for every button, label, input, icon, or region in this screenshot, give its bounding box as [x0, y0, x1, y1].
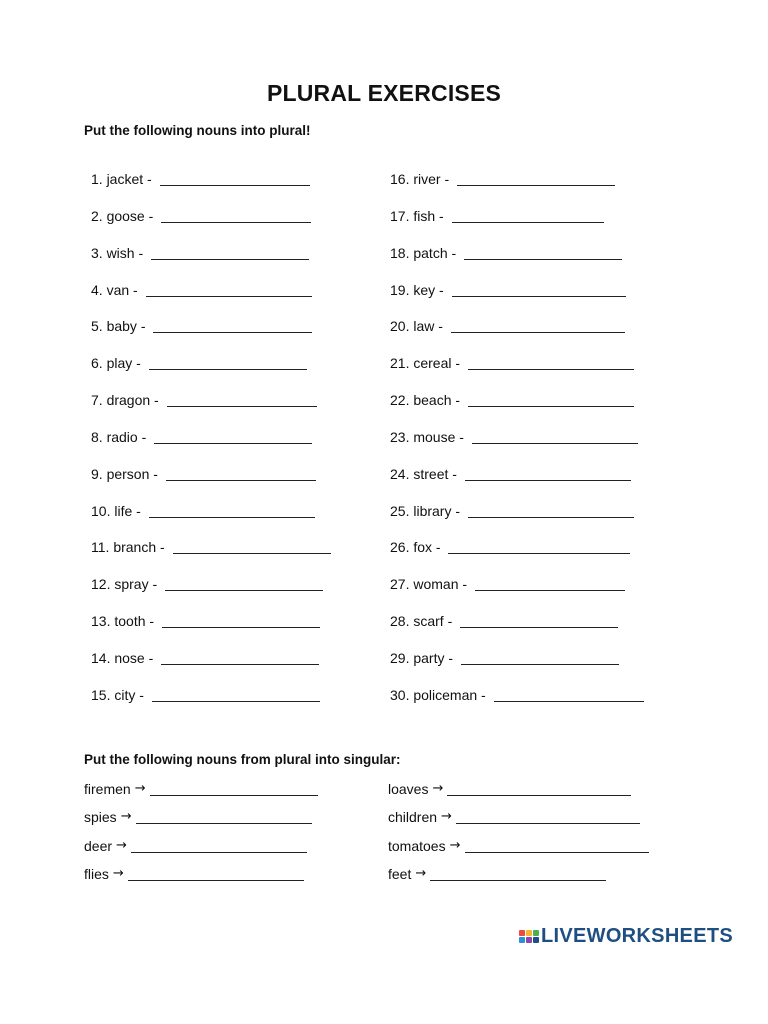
- arrow-right-icon: →: [432, 781, 444, 796]
- exercise-item: [390, 208, 644, 245]
- exercise-item: [91, 355, 331, 392]
- item-label: 3. wish -: [91, 244, 148, 261]
- item-label: 26. fox -: [390, 539, 445, 556]
- exercise-item: [91, 392, 331, 429]
- exercise-item: [390, 539, 644, 576]
- answer-blank[interactable]: [160, 171, 310, 186]
- arrow-right-icon: →: [134, 781, 146, 796]
- exercise-item: [91, 245, 331, 282]
- exercise-item: [390, 429, 644, 466]
- answer-blank[interactable]: [131, 838, 307, 853]
- exercise-item: [390, 171, 644, 208]
- exercise-item: [91, 466, 331, 503]
- item-label: 2. goose -: [91, 207, 158, 224]
- answer-blank[interactable]: [161, 208, 311, 223]
- plural-word: feet: [388, 865, 412, 882]
- plural-word: tomatoes: [388, 837, 446, 854]
- item-label: 16. river -: [390, 171, 454, 187]
- liveworksheets-logo: [519, 925, 733, 948]
- answer-blank[interactable]: [468, 355, 634, 370]
- answer-blank[interactable]: [167, 392, 317, 407]
- answer-blank[interactable]: [173, 539, 331, 554]
- item-label: 19. key -: [390, 281, 448, 298]
- arrow-right-icon: →: [120, 809, 132, 825]
- plural-word: children: [388, 809, 438, 826]
- exercise-item: [390, 650, 644, 687]
- answer-blank[interactable]: [451, 318, 625, 333]
- singular-item: [388, 838, 649, 866]
- answer-blank[interactable]: [452, 208, 604, 223]
- exercise-item: [390, 355, 644, 392]
- exercise-item: [91, 687, 331, 724]
- exercise-item: [390, 466, 644, 503]
- exercise-item: [390, 687, 644, 724]
- exercise-item: [91, 576, 331, 613]
- singular-item: [84, 866, 318, 894]
- item-label: 18. patch -: [390, 244, 461, 261]
- plural-word: firemen: [84, 781, 131, 797]
- item-label: 30. policeman -: [390, 686, 490, 703]
- plural-word: flies: [84, 865, 109, 882]
- item-label: 17. fish -: [390, 207, 448, 224]
- exercise-item: [91, 171, 331, 208]
- item-label: 6. play -: [91, 355, 145, 372]
- item-label: 9. person -: [91, 465, 162, 482]
- exercise-item: [390, 245, 644, 282]
- answer-blank[interactable]: [128, 866, 304, 881]
- exercise1-left-column: [91, 171, 331, 724]
- item-label: 5. baby -: [91, 318, 150, 335]
- item-label: 1. jacket -: [91, 171, 156, 187]
- answer-blank[interactable]: [154, 429, 312, 444]
- item-label: 24. street -: [390, 465, 461, 482]
- answer-blank[interactable]: [461, 650, 619, 665]
- item-label: 12. spray -: [91, 576, 162, 593]
- answer-blank[interactable]: [153, 318, 312, 333]
- exercise-item: [390, 613, 644, 650]
- item-label: 10. life -: [91, 502, 145, 519]
- item-label: 22. beach -: [390, 392, 464, 409]
- answer-blank[interactable]: [166, 466, 316, 481]
- singular-item: [84, 838, 318, 866]
- answer-blank[interactable]: [464, 245, 622, 260]
- exercise1-instruction: Put the following nouns into plural!: [84, 123, 311, 138]
- answer-blank[interactable]: [151, 245, 309, 260]
- logo-block: [533, 937, 539, 943]
- item-label: 13. tooth -: [91, 613, 158, 630]
- singular-item: [388, 781, 649, 809]
- answer-blank[interactable]: [452, 282, 626, 297]
- exercise-item: [91, 318, 331, 355]
- singular-item: [388, 809, 649, 837]
- arrow-right-icon: →: [449, 837, 461, 853]
- item-label: 21. cereal -: [390, 355, 464, 372]
- logo-block: [533, 930, 539, 936]
- answer-blank[interactable]: [468, 503, 634, 518]
- exercise-item: [390, 576, 644, 613]
- logo-block: [519, 930, 525, 936]
- answer-blank[interactable]: [447, 781, 631, 796]
- exercise-item: [390, 282, 644, 319]
- item-label: 28. scarf -: [390, 613, 457, 630]
- exercise-item: [390, 392, 644, 429]
- exercise-item: [91, 539, 331, 576]
- exercise1-right-column: [390, 171, 644, 724]
- logo-text: LIVEWORKSHEETS: [541, 925, 733, 947]
- exercise-item: [91, 613, 331, 650]
- exercise2-instruction: Put the following nouns from plural into singular:: [84, 752, 401, 767]
- item-label: 4. van -: [91, 281, 142, 298]
- item-label: 14. nose -: [91, 649, 158, 666]
- answer-blank[interactable]: [472, 429, 638, 444]
- plural-word: deer: [84, 837, 113, 854]
- exercise-item: [390, 503, 644, 540]
- answer-blank[interactable]: [150, 781, 318, 796]
- answer-blank[interactable]: [465, 466, 631, 481]
- exercise-item: [91, 429, 331, 466]
- item-label: 29. party -: [390, 649, 457, 666]
- answer-blank[interactable]: [465, 838, 649, 853]
- exercise2-left-column: [84, 781, 318, 894]
- answer-blank[interactable]: [149, 355, 307, 370]
- logo-block: [519, 937, 525, 943]
- exercise-item: [91, 503, 331, 540]
- singular-item: [388, 866, 649, 894]
- arrow-right-icon: →: [415, 865, 427, 881]
- answer-blank[interactable]: [475, 576, 625, 591]
- answer-blank[interactable]: [152, 687, 320, 702]
- plural-word: loaves: [388, 781, 429, 797]
- item-label: 27. woman -: [390, 576, 471, 593]
- answer-blank[interactable]: [494, 687, 644, 702]
- item-label: 8. radio -: [91, 428, 151, 445]
- exercise-item: [91, 208, 331, 245]
- arrow-right-icon: →: [441, 809, 452, 825]
- exercise2-right-column: [388, 781, 649, 894]
- arrow-right-icon: →: [112, 865, 124, 881]
- exercise-item: [91, 282, 331, 319]
- arrow-right-icon: →: [116, 837, 127, 853]
- answer-blank[interactable]: [161, 650, 319, 665]
- answer-blank[interactable]: [165, 576, 323, 591]
- answer-blank[interactable]: [136, 809, 312, 824]
- item-label: 20. law -: [390, 318, 447, 335]
- exercise-item: [390, 318, 644, 355]
- answer-blank[interactable]: [456, 809, 640, 824]
- item-label: 23. mouse -: [390, 428, 468, 445]
- answer-blank[interactable]: [460, 613, 618, 628]
- singular-item: [84, 781, 318, 809]
- logo-mark-icon: [519, 930, 539, 943]
- answer-blank[interactable]: [430, 866, 606, 881]
- answer-blank[interactable]: [448, 539, 630, 554]
- item-label: 11. branch -: [91, 539, 169, 556]
- plural-word: spies: [84, 809, 117, 826]
- item-label: 25. library -: [390, 502, 464, 519]
- singular-item: [84, 809, 318, 837]
- exercise-item: [91, 650, 331, 687]
- answer-blank[interactable]: [457, 171, 615, 186]
- page-title: PLURAL EXERCISES: [266, 80, 502, 106]
- item-label: 15. city -: [91, 686, 148, 703]
- answer-blank[interactable]: [149, 503, 315, 518]
- item-label: 7. dragon -: [91, 392, 163, 409]
- logo-block: [526, 930, 532, 936]
- logo-block: [526, 937, 532, 943]
- answer-blank[interactable]: [468, 392, 634, 407]
- answer-blank[interactable]: [162, 613, 320, 628]
- answer-blank[interactable]: [146, 282, 312, 297]
